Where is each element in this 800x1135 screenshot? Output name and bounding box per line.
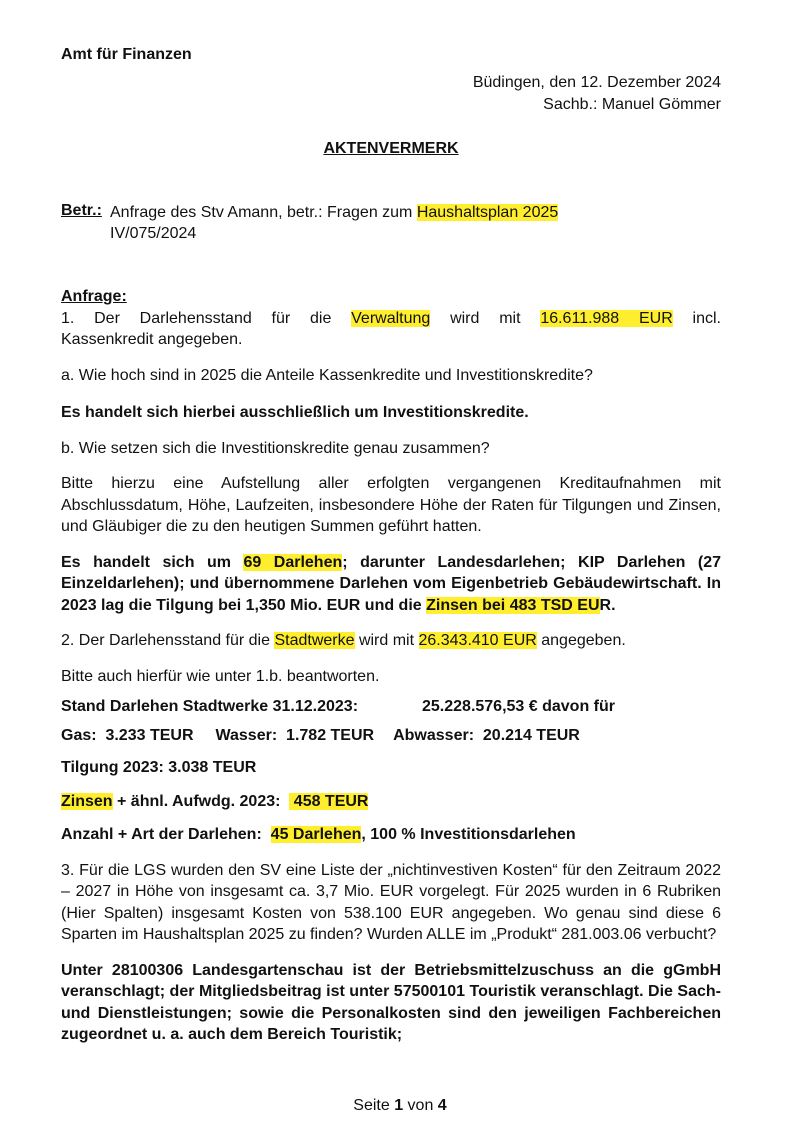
answer-2-breakdown [61, 727, 721, 745]
highlight-zinsen-483: Zinsen bei 483 TSD EU [426, 596, 600, 614]
highlight-haushaltsplan: Haushaltsplan 2025 [416, 204, 559, 221]
page-footer: Seite 1 von 4 [353, 1097, 447, 1114]
answer-3: Unter 28100306 Landesgartenschau ist der Betriebsmittelzuschuss an die gGmbH veranschlagt; der Mitgliedsbeitrag ist unter 57500101 Touristik veranschlagt. Die Sach- und Dienstleistungen; sowie die Personalkosten sind den jeweiligen Fachbereichen zugeordnet u. a. auch dem Bereich Touristik; [61, 961, 721, 1043]
answer-2-tilgung: Tilgung 2023: 3.038 TEUR [61, 759, 257, 776]
answer-1b: Es handelt sich um 69 Darlehen; darunter Landesdarlehen; KIP Darlehen (27 Einzeldarlehen); und übernommene Darlehen vom Eigenbetrieb Gebäudewirtschaft. In 2023 lag die Tilgung bei 1,350 Mio. EUR und die Zinsen bei 483 TSD EUR. [61, 553, 721, 614]
highlight-69-darlehen: 69 Darlehen [243, 553, 343, 571]
document-page [61, 44, 721, 1046]
question-2: 2. Der Darlehensstand für die Stadtwerke wird mit 26.343.410 EUR angegeben. [61, 632, 626, 649]
clerk: Sachb.: Manuel Gömmer [543, 95, 721, 113]
question-1-line1: 1. Der Darlehensstand für die Verwaltung wird mit 16.611.988 EUR incl. [61, 309, 721, 327]
highlight-verwaltung: Verwaltung [351, 309, 431, 327]
answer-2-anzahl: Anzahl + Art der Darlehen: 45 Darlehen, 100 % Investitionsdarlehen [61, 826, 576, 843]
question-1a: a. Wie hoch sind in 2025 die Anteile Kassenkredite und Investitionskredite? [61, 366, 593, 384]
current-page: 1 [394, 1097, 404, 1114]
highlight-zinsen: Zinsen [61, 792, 113, 810]
subject-ref: IV/075/2024 [110, 225, 197, 242]
highlight-amount-2: 26.343.410 EUR [418, 632, 537, 649]
subject-label: Betr.: [61, 202, 102, 219]
place-date: Büdingen, den 12. Dezember 2024 [472, 73, 721, 91]
sender-department: Amt für Finanzen [61, 46, 192, 63]
subject-block [61, 202, 721, 244]
answer-1a: Es handelt sich hierbei ausschließlich um Investitionskredite. [61, 404, 529, 421]
wasser-value: Wasser: 1.782 TEUR [215, 727, 375, 744]
highlight-458-teur: 458 TEUR [289, 792, 369, 810]
anfrage-heading: Anfrage: [61, 288, 127, 305]
answer-2-zinsen: Zinsen + ähnl. Aufwdg. 2023: 458 TEUR [61, 792, 369, 810]
highlight-45-darlehen: 45 Darlehen [270, 826, 362, 843]
stand-value: 25.228.576,53 € davon für [422, 698, 615, 715]
highlight-stadtwerke: Stadtwerke [274, 632, 355, 649]
question-1b: b. Wie setzen sich die Investitionskredite genau zusammen? [61, 439, 490, 457]
subject-text: Anfrage des Stv Amann, betr.: Fragen zum Haushaltsplan 2025 [110, 204, 559, 221]
question-2-detail: Bitte auch hierfür wie unter 1.b. beantworten. [61, 667, 380, 685]
abwasser-value: Abwasser: 20.214 TEUR [393, 727, 580, 744]
question-1b-detail: Bitte hierzu eine Aufstellung aller erfolgten vergangenen Kreditaufnahmen mit Abschlussdatum, Höhe, Laufzeiten, insbesondere Höhe der Raten für Tilgungen und Zinsen, und Gläubiger die zu den heutigen Summen geführt hatten. [61, 475, 721, 535]
question-1-line2: Kassenkredit angegeben. [61, 331, 243, 348]
date-block [61, 72, 721, 116]
document-title: AKTENVERMERK [323, 139, 459, 157]
highlight-amount-1: 16.611.988 EUR [540, 309, 673, 327]
stand-label: Stand Darlehen Stadtwerke 31.12.2023: [61, 698, 359, 715]
gas-value: Gas: 3.233 TEUR [61, 727, 194, 744]
total-pages: 4 [437, 1097, 447, 1114]
question-3: 3. Für die LGS wurden den SV eine Liste der „nichtinvestiven Kosten“ für den Zeitraum 2022 – 2027 in Höhe von insgesamt ca. 3,7 Mio. EUR vorgelegt. Für 2025 wurden in 6 Rubriken (Hier Spalten) insgesamt Kosten von 538.100 EUR angegeben. Wo genau sind diese 6 Sparten im Haushaltsplan 2025 zu finden? Wurden ALLE im „Produkt“ 281.003.06 verbucht? [61, 861, 721, 943]
answer-2-stand [61, 698, 721, 716]
